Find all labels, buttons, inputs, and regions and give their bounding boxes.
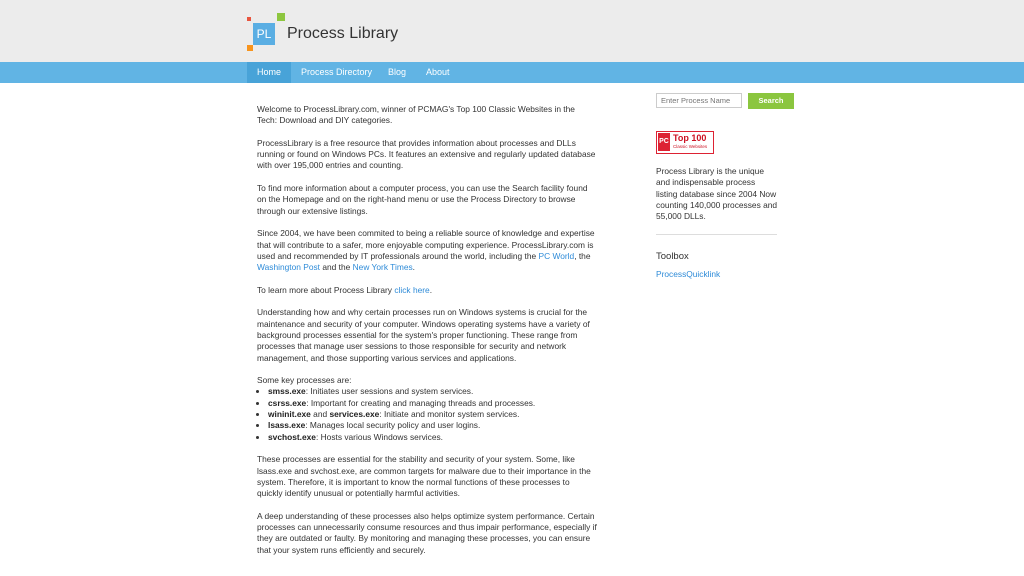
understanding-paragraph: Understanding how and why certain processes run on Windows systems is crucial for the maintenance and security of your computer. Windows operating systems have a variety of background processes essential for the system's proper functioning. These range from processes that manage user sessions to those responsible for security and network management, and those supporting various services and applications. [257,307,590,363]
main-content [257,104,597,567]
performance-paragraph: A deep understanding of these processes also helps optimize system performance. Certain processes can unnecessarily consume resources and thus impair performance, especially if they are outdated or faulty. By monitoring and managing these processes, you can ensure that your system runs efficiently and securely. [257,510,597,555]
site-logo[interactable] [247,13,287,53]
site-title[interactable]: Process Library [287,25,399,42]
list-item [268,386,597,397]
process-name: wininit.exe [268,409,311,420]
logo-green-square [277,13,285,21]
history-text-c: and the [320,262,353,273]
process-joiner: and [310,409,330,420]
about-paragraph: ProcessLibrary is a free resource that provides information about processes and DLLs running or found on Windows PCs. It features an extensive and regularly updated database with over 195,000 entries and counting. [257,137,596,171]
logo-orange-square [247,45,253,51]
click-here-link[interactable]: click here [394,284,430,295]
process-desc: : Important for creating and managing threads and processes. [306,397,536,408]
nav-about[interactable]: About [426,67,450,77]
list-item [268,420,597,431]
stability-paragraph: These processes are essential for the stability and security of your system. Some, like lsass.exe and svchost.exe, are common targets for malware due to their importance in the system. Therefore, it is important to know the normal functions of these processes to quickly identify unusual or potentially harmful activities. [257,454,591,499]
history-text-b: , the [574,250,591,261]
learn-more-text: To learn more about Process Library [257,284,395,295]
process-name: svchost.exe [268,431,316,442]
main-nav [0,62,1024,83]
pc-world-link[interactable]: PC World [538,250,575,261]
nav-process-directory[interactable]: Process Directory [301,67,373,77]
history-text-d: . [412,262,415,273]
badge-pc-logo: PC [658,133,670,151]
history-text-a: Since 2004, we have been commited to being a reliable source of knowledge and expertise that will contribute to a safer, more enjoyable computing experience. ProcessLibrary.com is used and recommended by IT professionals around the world, including the [257,228,595,261]
search-input[interactable] [656,93,742,108]
list-intro: Some key processes are: [257,375,352,386]
list-item [268,398,597,409]
site-header [0,0,1024,62]
process-desc: : Hosts various Windows services. [315,431,444,442]
pcmag-top100-badge[interactable] [656,131,714,154]
badge-subtitle: Classic Websites [673,144,708,149]
toolbox-heading: Toolbox [656,251,689,262]
sidebar-divider [656,234,777,235]
list-item [268,432,597,443]
process-name: smss.exe [268,386,306,397]
intro-paragraph: Welcome to ProcessLibrary.com, winner of PCMAG's Top 100 Classic Websites in the Tech: Download and DIY categories. [257,104,575,126]
learn-more-paragraph [257,285,597,296]
process-desc: : Initiate and monitor system services. [379,409,520,420]
process-name: csrss.exe [268,397,307,408]
history-paragraph [257,228,597,273]
new-york-times-link[interactable]: New York Times [352,262,413,273]
logo-red-square [247,17,251,21]
process-name: lsass.exe [268,420,306,431]
badge-title: Top 100 [673,133,707,143]
process-list [257,386,597,442]
process-desc: : Manages local security policy and user logins. [305,420,481,431]
process-quicklink[interactable]: ProcessQuicklink [656,269,721,279]
search-button[interactable]: Search [748,93,794,109]
learn-more-end: . [429,284,433,295]
list-item [268,409,597,420]
process-desc: : Initiates user sessions and system services. [305,386,474,397]
washington-post-link[interactable]: Washington Post [257,262,321,273]
nav-blog[interactable]: Blog [388,67,407,77]
search-paragraph: To find more information about a computer process, you can use the Search facility found on the Homepage and on the right-hand menu or use the Process Directory to browse through our extensive listings. [257,183,588,216]
process-name: services.exe [329,409,380,420]
nav-home[interactable]: Home [247,62,291,83]
sidebar-description: Process Library is the unique and indispensable process listing database since 2004 Now counting 140,000 processes and 55,000 DLLs. [656,166,778,222]
logo-mark: PL [253,23,275,45]
